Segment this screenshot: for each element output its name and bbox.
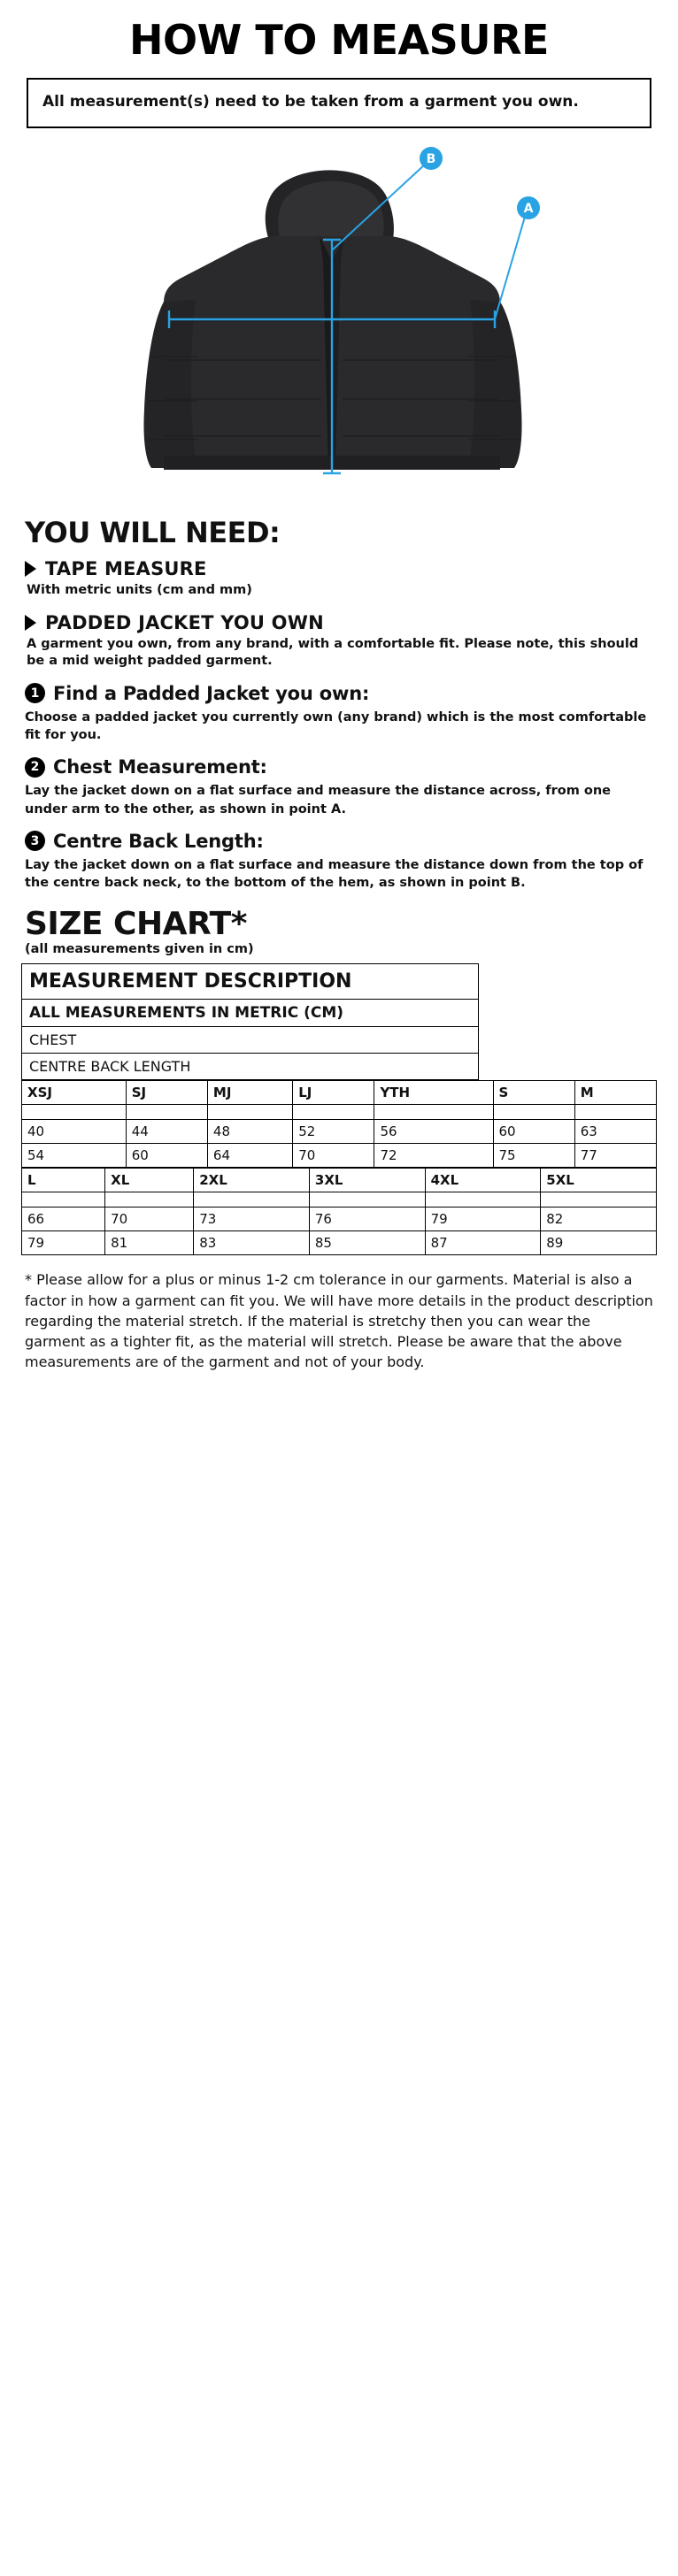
page-title: HOW TO MEASURE	[129, 16, 549, 64]
size-header-cell: LJ	[293, 1081, 374, 1105]
metric-row-cell: ALL MEASUREMENTS IN METRIC (CM)	[22, 1000, 479, 1027]
spacer-cell	[22, 1105, 127, 1120]
step-body: Choose a padded jacket you currently own (any brand) which is the most comfortable fit for you.	[25, 709, 647, 742]
table-spacer-row	[22, 1192, 657, 1208]
chest-value-cell: 44	[126, 1120, 207, 1144]
measurement-note-text: All measurement(s) need to be taken from a garment you own.	[42, 93, 579, 111]
table-row	[22, 964, 479, 1000]
need-item-tape-measure	[25, 558, 657, 600]
step-2	[25, 756, 657, 818]
back-length-value-cell: 72	[374, 1144, 493, 1168]
measurement-description-table	[21, 963, 479, 1080]
size-table-primary	[21, 1080, 657, 1168]
spacer-cell	[126, 1105, 207, 1120]
size-header-cell: S	[493, 1081, 574, 1105]
size-header-cell: L	[22, 1169, 105, 1192]
size-header-cell: 5XL	[541, 1169, 657, 1192]
size-header-cell: YTH	[374, 1081, 493, 1105]
need-item-title: TAPE MEASURE	[45, 557, 207, 579]
chest-value-cell: 40	[22, 1120, 127, 1144]
chest-value-cell: 70	[105, 1208, 194, 1231]
chest-value-cell: 79	[425, 1208, 541, 1231]
back-length-value-cell: 54	[22, 1144, 127, 1168]
back-length-value-cell: 70	[293, 1144, 374, 1168]
chest-value-cell: 52	[293, 1120, 374, 1144]
need-item-body: With metric units (cm and mm)	[27, 582, 252, 597]
chest-label-cell: CHEST	[22, 1027, 479, 1054]
spacer-cell	[574, 1105, 656, 1120]
back-length-value-cell: 85	[309, 1231, 425, 1255]
size-header-cell: M	[574, 1081, 656, 1105]
table-row-back-length	[22, 1231, 657, 1255]
chest-value-cell: 76	[309, 1208, 425, 1231]
step-1	[25, 683, 657, 745]
need-item-padded-jacket	[25, 612, 657, 671]
step-number-badge: 3	[25, 831, 45, 851]
back-length-value-cell: 79	[22, 1231, 105, 1255]
table-row-chest	[22, 1120, 657, 1144]
spacer-cell	[493, 1105, 574, 1120]
size-chart-footnote: * Please allow for a plus or minus 1-2 cm tolerance in our garments. Material is also a factor in how a garment can fit you. We will have more details in the product description regarding the material stretch. If the material is stretchy then you can wear the garment as a tighter fit, as the material will stretch. Please be aware that the above measurements are of the garment and not of your body.	[25, 1271, 653, 1371]
back-length-value-cell: 75	[493, 1144, 574, 1168]
table-spacer-row	[22, 1105, 657, 1120]
back-length-label-cell: CENTRE BACK LENGTH	[22, 1054, 479, 1080]
spacer-cell	[194, 1192, 310, 1208]
chest-value-cell: 73	[194, 1208, 310, 1231]
spacer-cell	[22, 1192, 105, 1208]
spacer-cell	[374, 1105, 493, 1120]
size-chart-title: SIZE CHART*	[25, 906, 247, 943]
back-length-value-cell: 81	[105, 1231, 194, 1255]
size-header-cell: 4XL	[425, 1169, 541, 1192]
table-row	[22, 1027, 479, 1054]
step-body: Lay the jacket down on a flat surface and measure the distance across, from one under arm to the other, as shown in point A.	[25, 784, 611, 816]
size-header-cell: MJ	[207, 1081, 292, 1105]
jacket-diagram-svg	[65, 144, 613, 507]
size-header-cell: 2XL	[194, 1169, 310, 1192]
measurement-description-table-wrap	[21, 963, 479, 1080]
need-item-body: A garment you own, from any brand, with a comfortable fit. Please note, this should be a mid weight padded garment.	[27, 636, 639, 669]
chest-value-cell: 66	[22, 1208, 105, 1231]
chest-value-cell: 56	[374, 1120, 493, 1144]
step-number-badge: 1	[25, 683, 45, 703]
back-length-value-cell: 89	[541, 1231, 657, 1255]
back-length-value-cell: 60	[126, 1144, 207, 1168]
back-length-value-cell: 87	[425, 1231, 541, 1255]
size-table-secondary	[21, 1168, 657, 1255]
table-row	[22, 1054, 479, 1080]
you-will-need-heading: YOU WILL NEED:	[25, 515, 281, 549]
size-header-cell: SJ	[126, 1081, 207, 1105]
spacer-cell	[425, 1192, 541, 1208]
spacer-cell	[207, 1105, 292, 1120]
step-title: Find a Padded Jacket you own:	[53, 682, 370, 704]
back-length-value-cell: 77	[574, 1144, 656, 1168]
step-body: Lay the jacket down on a flat surface and measure the distance down from the top of the centre back neck, to the bottom of the hem, as shown in point B.	[25, 857, 643, 891]
table-row-chest	[22, 1208, 657, 1231]
chest-value-cell: 63	[574, 1120, 656, 1144]
step-title: Chest Measurement:	[53, 756, 267, 778]
size-chart-subtitle: (all measurements given in cm)	[25, 942, 254, 957]
table-header-row	[22, 1081, 657, 1105]
size-header-cell: XSJ	[22, 1081, 127, 1105]
step-number-badge: 2	[25, 757, 45, 778]
jacket-illustration	[21, 144, 657, 507]
triangle-bullet-icon	[25, 561, 36, 577]
how-to-measure-page	[0, 16, 678, 2576]
table-header-row	[22, 1169, 657, 1192]
description-header-cell: MEASUREMENT DESCRIPTION	[22, 964, 479, 1000]
triangle-bullet-icon	[25, 615, 36, 631]
back-length-value-cell: 83	[194, 1231, 310, 1255]
chest-value-cell: 82	[541, 1208, 657, 1231]
spacer-cell	[105, 1192, 194, 1208]
label-b-text: B	[426, 151, 436, 166]
spacer-cell	[541, 1192, 657, 1208]
table-row-back-length	[22, 1144, 657, 1168]
back-length-value-cell: 64	[207, 1144, 292, 1168]
spacer-cell	[293, 1105, 374, 1120]
label-a-text: A	[523, 201, 534, 216]
chest-value-cell: 48	[207, 1120, 292, 1144]
measurement-note-box	[27, 78, 651, 128]
size-header-cell: XL	[105, 1169, 194, 1192]
table-row	[22, 1000, 479, 1027]
need-item-title: PADDED JACKET YOU OWN	[45, 611, 324, 633]
chest-value-cell: 60	[493, 1120, 574, 1144]
step-title: Centre Back Length:	[53, 830, 264, 852]
size-header-cell: 3XL	[309, 1169, 425, 1192]
step-3	[25, 831, 657, 893]
spacer-cell	[309, 1192, 425, 1208]
